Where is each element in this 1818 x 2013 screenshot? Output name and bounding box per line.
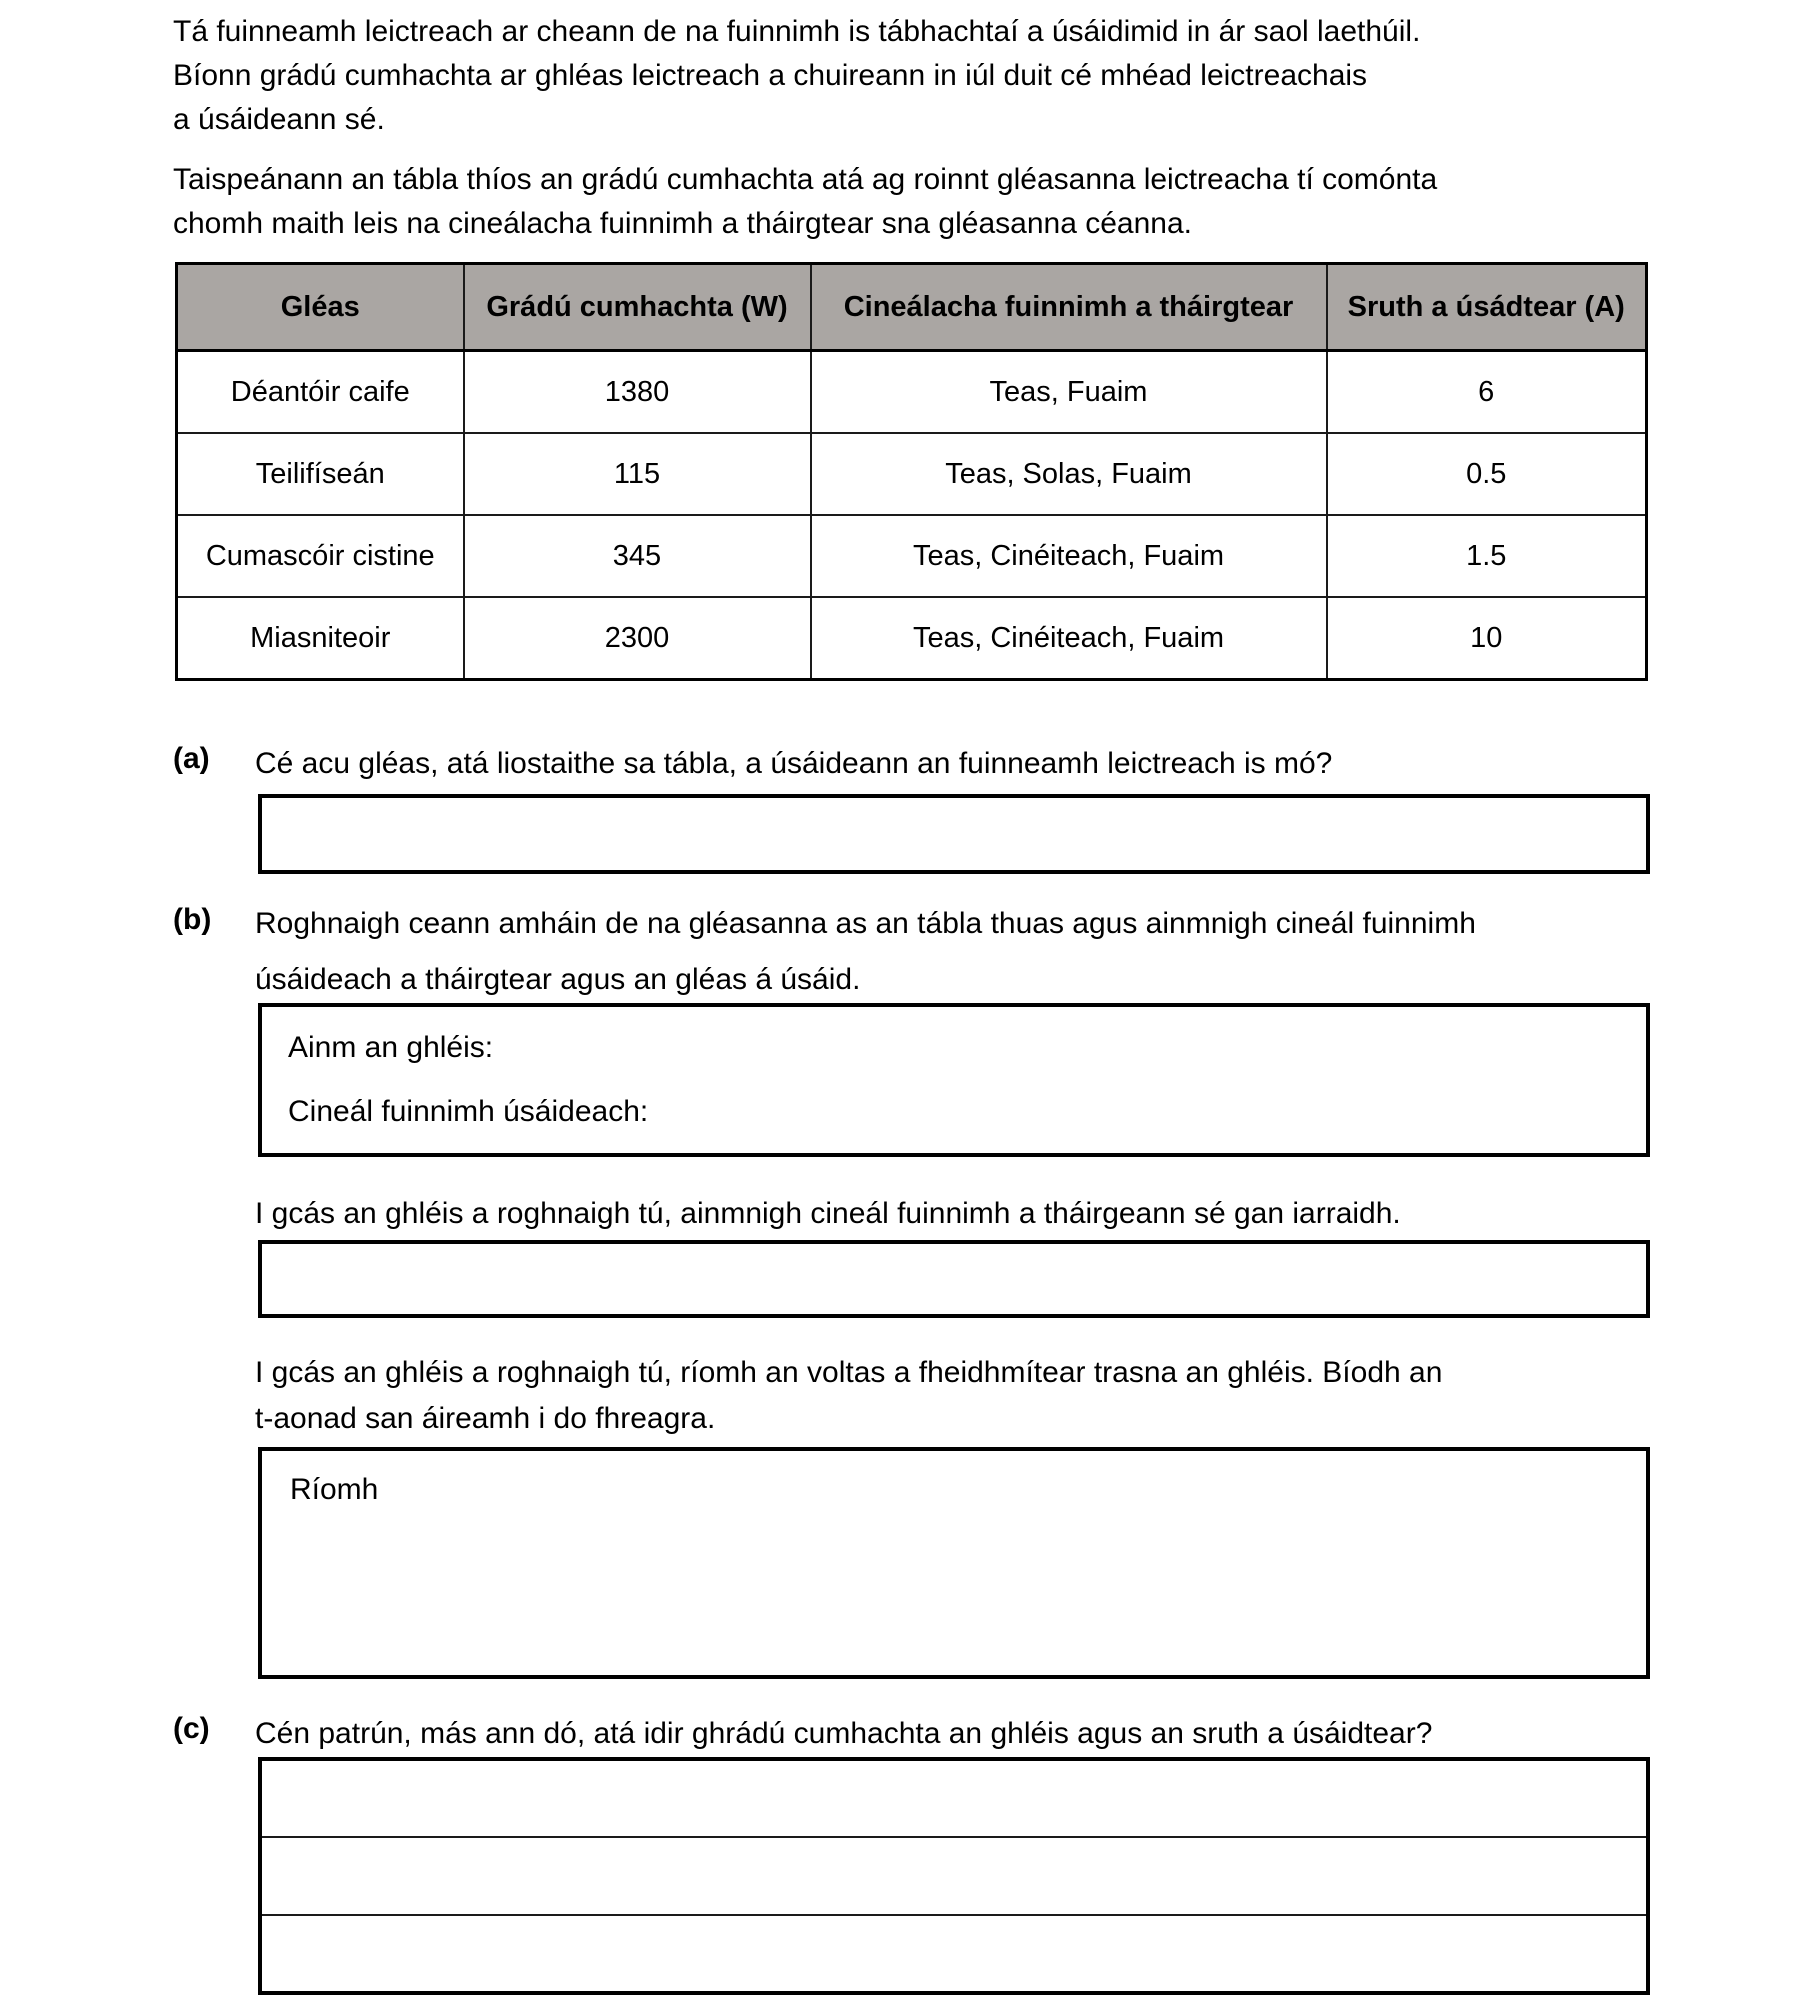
riomh-label: Ríomh bbox=[290, 1473, 379, 1506]
table-header-current: Sruth a úsádtear (A) bbox=[1327, 264, 1647, 351]
cell-power: 345 bbox=[464, 515, 811, 597]
intro-paragraph-2 bbox=[173, 158, 1437, 246]
question-b-sub1-text: I gcás an ghléis a roghnaigh tú, ainmnigh cineál fuinnimh a tháirgeann sé gan iarraidh. bbox=[255, 1197, 1401, 1230]
question-b-sub2-text bbox=[255, 1350, 1442, 1442]
question-c-label: (c) bbox=[173, 1712, 210, 1745]
cell-current: 10 bbox=[1327, 597, 1647, 680]
question-b-label: (b) bbox=[173, 903, 212, 936]
question-b-sub2-line1: I gcás an ghléis a roghnaigh tú, ríomh an voltas a fheidhmítear trasna an ghléis. Bíodh an bbox=[255, 1356, 1443, 1389]
cell-current: 0.5 bbox=[1327, 433, 1647, 515]
cell-device: Cumascóir cistine bbox=[177, 515, 464, 597]
table-header-power: Grádú cumhachta (W) bbox=[464, 264, 811, 351]
intro-p1-line1: Tá fuinneamh leictreach ar cheann de na fuinnimh is tábhachtaí a úsáidimid in ár saol laethúil. bbox=[173, 15, 1421, 48]
cell-power: 1380 bbox=[464, 351, 811, 434]
question-c-text: Cén patrún, más ann dó, atá idir ghrádú cumhachta an ghléis agus an sruth a úsáidtear? bbox=[255, 1717, 1433, 1750]
cell-energy: Teas, Cinéiteach, Fuaim bbox=[811, 597, 1327, 680]
answer-box-b[interactable] bbox=[258, 1003, 1650, 1157]
question-b-line1: Roghnaigh ceann amháin de na gléasanna as an tábla thuas agus ainmnigh cineál fuinnimh bbox=[255, 907, 1476, 940]
intro-p1-line2: Bíonn grádú cumhachta ar ghléas leictreach a chuireann in iúl duit cé mhéad leictreachais bbox=[173, 59, 1368, 92]
field-device-name: Ainm an ghléis: bbox=[288, 1031, 494, 1064]
intro-p1-line3: a úsáideann sé. bbox=[173, 103, 385, 136]
cell-power: 2300 bbox=[464, 597, 811, 680]
table-header-energy: Cineálacha fuinnimh a tháirgtear bbox=[811, 264, 1327, 351]
answer-line[interactable] bbox=[262, 1914, 1646, 1991]
field-useful-energy: Cineál fuinnimh úsáideach: bbox=[288, 1095, 649, 1128]
table-header-row bbox=[177, 264, 1647, 351]
intro-p2-line2: chomh maith leis na cineálacha fuinnimh a tháirgtear sna gléasanna céanna. bbox=[173, 207, 1192, 240]
table-row bbox=[177, 351, 1647, 434]
answer-box-a[interactable] bbox=[258, 794, 1650, 874]
table-row bbox=[177, 597, 1647, 680]
table-row bbox=[177, 515, 1647, 597]
cell-power: 115 bbox=[464, 433, 811, 515]
cell-energy: Teas, Solas, Fuaim bbox=[811, 433, 1327, 515]
question-b-text bbox=[255, 896, 1476, 1008]
answer-line[interactable] bbox=[262, 1761, 1646, 1836]
table-row bbox=[177, 433, 1647, 515]
cell-current: 6 bbox=[1327, 351, 1647, 434]
question-b-sub2-line2: t-aonad san áireamh i do fhreagra. bbox=[255, 1402, 716, 1435]
answer-box-calculation[interactable] bbox=[258, 1447, 1650, 1679]
cell-device: Teilifíseán bbox=[177, 433, 464, 515]
cell-device: Miasniteoir bbox=[177, 597, 464, 680]
intro-paragraph-1 bbox=[173, 10, 1420, 142]
intro-p2-line1: Taispeánann an tábla thíos an grádú cumhachta atá ag roinnt gléasanna leictreacha tí comónta bbox=[173, 163, 1438, 196]
cell-current: 1.5 bbox=[1327, 515, 1647, 597]
cell-device: Déantóir caife bbox=[177, 351, 464, 434]
question-a-text: Cé acu gléas, atá liostaithe sa tábla, a úsáideann an fuinneamh leictreach is mó? bbox=[255, 747, 1333, 780]
answer-box-c[interactable] bbox=[258, 1757, 1650, 1995]
cell-energy: Teas, Fuaim bbox=[811, 351, 1327, 434]
question-a-label: (a) bbox=[173, 742, 210, 775]
question-b-line2: úsáideach a tháirgtear agus an gléas á úsáid. bbox=[255, 963, 861, 996]
answer-line[interactable] bbox=[262, 1836, 1646, 1913]
appliance-table bbox=[175, 262, 1648, 681]
cell-energy: Teas, Cinéiteach, Fuaim bbox=[811, 515, 1327, 597]
answer-box-b-unwanted-energy[interactable] bbox=[258, 1240, 1650, 1318]
table-header-device: Gléas bbox=[177, 264, 464, 351]
